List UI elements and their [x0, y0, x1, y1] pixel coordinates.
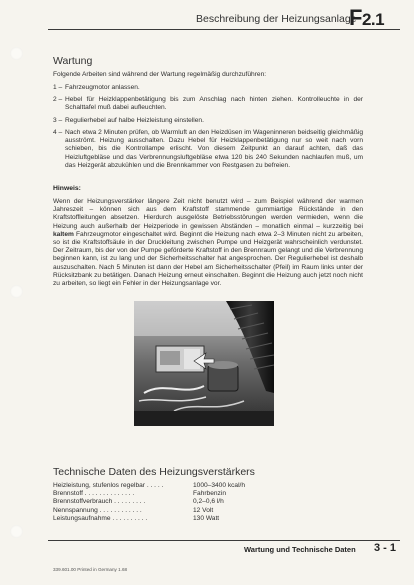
step-text: Regulierhebel auf halbe Heizleistung einstellen. [65, 117, 204, 124]
step-text: Hebel für Heizklappenbetätigung bis zum Anschlag nach hinten ziehen. Kontrolleuchte in der Schalttafel muß dabei aufleuchten. [65, 96, 363, 112]
hinweis-bold-word: kaltem [53, 230, 74, 238]
hinweis-text: Fahrzeugmotor eingeschaltet wird. Beginnt die Heizung nach etwa 2–3 Minuten nicht zu arbeiten, so ist die Kraftstoffsäule in der Druckleitung zwischen Pumpe und Heizgerät wahrscheinlich verdunstet. Der Zeitraum, bis der von der Pumpe geförderte Kraftstoff in den Brennraum gelangt und die Verbrennung beginnen kann, ist zu lang und der Sicherheitsschalter hat angesprochen. Der Regulierhebel ist deshalb auszuschalten. Nach 5 Minuten ist dann der Hebel am Sicherheitsschalter (Pfeil) im Raum links unter der Rücksitzbank zu betätigen. Danach Heizung erneut einschalten. Beginnt die Heizung auch jetzt noch nicht zu arbeiten, so liegt ein Fehler in der Heizungsanlage vor. [53, 230, 363, 288]
section-letter: F [349, 5, 362, 30]
spec-row [53, 490, 313, 498]
section-number: 2.1 [361, 10, 385, 29]
footer-rule [48, 540, 400, 541]
spec-label: Leistungsaufnahme . . . . . . . . . . [53, 514, 148, 522]
heater-photo [134, 301, 274, 426]
step-number: 4 – [53, 129, 63, 136]
punch-hole [10, 525, 23, 538]
footer-title: Wartung und Technische Daten [244, 545, 356, 554]
spec-table [53, 482, 313, 523]
spec-row [53, 507, 313, 515]
step-number: 2 – [53, 96, 63, 103]
spec-row [53, 482, 313, 490]
spec-value: 130 Watt [193, 514, 220, 522]
spec-label: Nennspannung . . . . . . . . . . . . [53, 506, 142, 514]
hinweis-paragraph [53, 198, 363, 288]
spec-value: 1000–3400 kcal/h [193, 482, 246, 489]
page-number: 3 - 1 [374, 542, 397, 554]
header-rule [48, 29, 400, 30]
spec-label: Heizleistung, stufenlos regelbar . . . . . [53, 482, 164, 489]
hinweis-heading: Hinweis: [53, 185, 81, 192]
step-text: Nach etwa 2 Minuten prüfen, ob Warmluft an den Heizdüsen im Wageninneren beidseitig gleichmäßig ausströmt. Heizung ausschalten. Dazu Hebel für Heizklappenbetätigung nur so weit nach vorn schieben, bis die Kontrollampe erlischt. Von diesem Zeitpunkt an darauf achten, daß das Heizluftgebläse und das Verbrennungsluftgebläse etwa 120 bis 240 Sekunden nachlaufen muß, um das Heizgerät abzukühlen und die Brennkammer von Restgasen zu befreien. [65, 129, 363, 169]
print-note: 339.601.00 Printed in Germany 1.68 [53, 567, 128, 572]
wartung-intro: Folgende Arbeiten sind während der Wartung regelmäßig durchzuführen: [53, 71, 267, 78]
spec-value: 12 Volt [193, 506, 214, 514]
wartung-heading: Wartung [53, 55, 93, 67]
step-number: 3 – [53, 117, 63, 124]
spec-row [53, 498, 313, 506]
page-header-title: Beschreibung der Heizungsanlage [196, 13, 357, 25]
technische-daten-heading: Technische Daten des Heizungsverstärkers [53, 466, 255, 478]
step-text: Fahrzeugmotor anlassen. [65, 84, 140, 91]
spec-row [53, 515, 313, 523]
spec-label: Brennstoffverbrauch . . . . . . . . . [53, 498, 146, 506]
section-code [349, 5, 384, 31]
spec-value: 0,2–0,6 l/h [193, 498, 224, 506]
spec-label: Brennstoff . . . . . . . . . . . . . . [53, 490, 135, 498]
punch-hole [10, 47, 23, 60]
step-number: 1 – [53, 84, 63, 91]
hinweis-text: Wenn der Heizungsverstärker längere Zeit nicht benutzt wird – zum Beispiel während der warmen Jahreszeit – können sich aus dem Kraftstoff stammende gummiartige Rückstände in den Kraftstoffleitungen absetzen. Hierdurch ausgelöste Betriebsstörungen werden vermieden, wenn die Heizung auch außerhalb der Heizperiode in gewissen Abständen – monatlich einmal – kurzzeitig bei [53, 198, 363, 230]
spec-value: Fahrbenzin [193, 490, 226, 498]
punch-hole [10, 285, 23, 298]
